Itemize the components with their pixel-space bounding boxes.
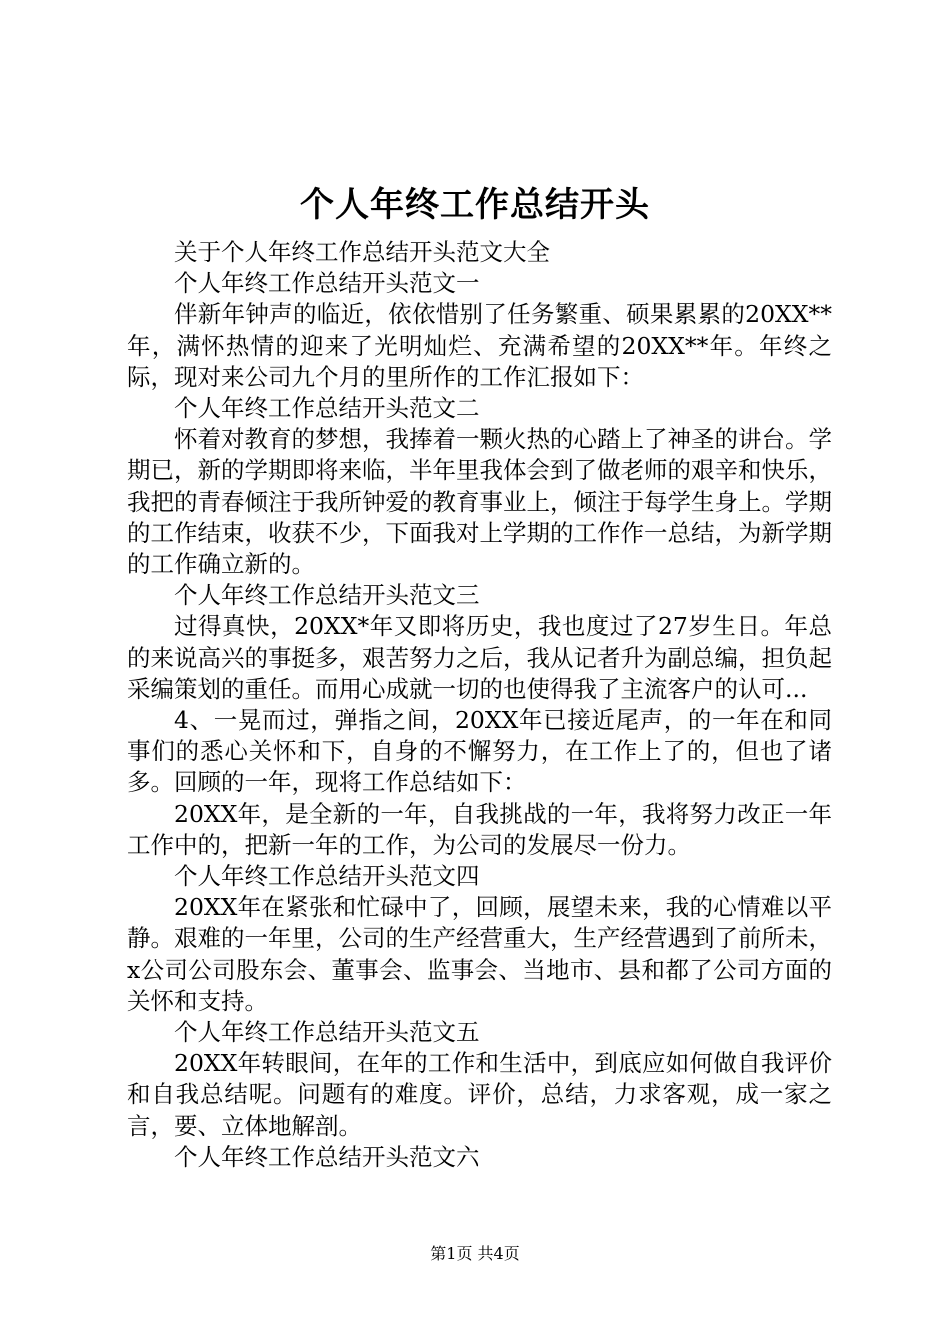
section-heading: 个人年终工作总结开头范文六 <box>174 1142 480 1171</box>
section-heading: 个人年终工作总结开头范文四 <box>174 862 480 891</box>
paragraph: 怀着对教育的梦想，我捧着一颗火热的心踏上了神圣的讲台。学期已，新的学期即将来临，半年里我体会到了做老师的艰辛和快乐，我把的青春倾注于我所钟爱的教育事业上，倾注于每学生身上。学期的工作结束，收获不少，下面我对上学期的工作作一总结，为新学期的工作确立新的。 <box>127 425 832 579</box>
paragraph: 过得真快，20XX*年又即将历史，我也度过了27岁生日。年总的来说高兴的事挺多，艰苦努力之后，我从记者升为副总编，担负起采编策划的重任。而用心成就一切的也使得我了主流客户的认可... <box>127 612 832 703</box>
paragraph: 关于个人年终工作总结开头范文大全 <box>174 238 550 266</box>
section-heading: 个人年终工作总结开头范文二 <box>174 394 480 423</box>
paragraph: 20XX年在紧张和忙碌中了，回顾，展望未来，我的心情难以平静。艰难的一年里，公司的生产经营重大，生产经营遇到了前所未，x公司公司股东会、董事会、监事会、当地市、县和都了公司方面的关怀和支持。 <box>127 893 832 1015</box>
paragraph: 20XX年，是全新的一年，自我挑战的一年，我将努力改正一年工作中的，把新一年的工作，为公司的发展尽一份力。 <box>127 799 832 859</box>
document-title: 个人年终工作总结开头 <box>300 185 650 225</box>
section-heading: 个人年终工作总结开头范文一 <box>174 269 480 298</box>
document-body <box>127 237 832 1173</box>
paragraph: 伴新年钟声的临近，依依惜别了任务繁重、硕果累累的20XX**年，满怀热情的迎来了光明灿烂、充满希望的20XX**年。年终之际，现对来公司九个月的里所作的工作汇报如下： <box>127 300 832 391</box>
section-heading: 个人年终工作总结开头范文三 <box>174 581 480 610</box>
page-number-footer: 第1页 共4页 <box>430 1244 520 1263</box>
paragraph: 4、一晃而过，弹指之间，20XX年已接近尾声，的一年在和同事们的悉心关怀和下，自身的不懈努力，在工作上了的，但也了诸多。回顾的一年，现将工作总结如下： <box>127 706 832 797</box>
section-heading: 个人年终工作总结开头范文五 <box>174 1018 480 1047</box>
paragraph: 20XX年转眼间，在年的工作和生活中，到底应如何做自我评价和自我总结呢。问题有的难度。评价，总结，力求客观，成一家之言，要、立体地解剖。 <box>127 1049 832 1140</box>
